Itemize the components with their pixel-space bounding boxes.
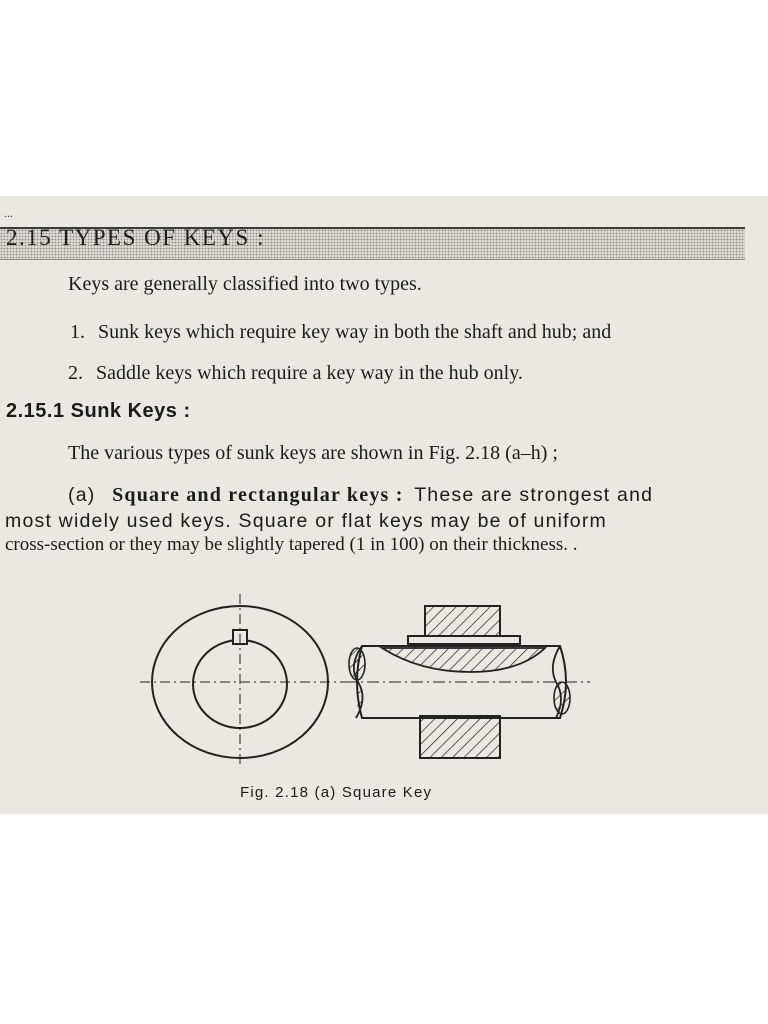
item-text: These are strongest and bbox=[414, 484, 654, 506]
list-item-number: 1. bbox=[70, 321, 85, 343]
list-item bbox=[68, 362, 523, 385]
page-mark: ... bbox=[4, 206, 13, 220]
hub-top bbox=[425, 606, 500, 638]
figure-caption: Fig. 2.18 (a) Square Key bbox=[240, 784, 433, 801]
item-text-line: cross-section or they may be slightly tapered (1 in 100) on their thickness. . bbox=[5, 534, 578, 555]
section-intro: Keys are generally classified into two types. bbox=[68, 273, 422, 295]
subsection-heading: 2.15.1 Sunk Keys : bbox=[6, 400, 191, 422]
item-text-line: most widely used keys. Square or flat keys may be of uniform bbox=[5, 510, 607, 532]
list-item-text: Sunk keys which require key way in both the shaft and hub; and bbox=[98, 321, 612, 343]
hub-bottom bbox=[420, 716, 500, 758]
list-item-number: 2. bbox=[68, 362, 83, 384]
textbook-page bbox=[0, 196, 768, 814]
item-label: (a) bbox=[68, 484, 96, 506]
list-item-text: Saddle keys which require a key way in the hub only. bbox=[96, 362, 523, 384]
keyway bbox=[382, 648, 545, 672]
subsection-intro: The various types of sunk keys are shown in Fig. 2.18 (a–h) ; bbox=[68, 442, 558, 464]
item-a-line bbox=[68, 484, 653, 507]
key-plate bbox=[408, 636, 520, 644]
end-view bbox=[140, 594, 345, 764]
square-key-figure bbox=[0, 576, 768, 776]
side-view bbox=[345, 606, 590, 758]
item-title: Square and rectangular keys : bbox=[112, 484, 404, 506]
list-item bbox=[70, 321, 611, 344]
section-heading: 2.15 TYPES OF KEYS : bbox=[6, 225, 265, 250]
